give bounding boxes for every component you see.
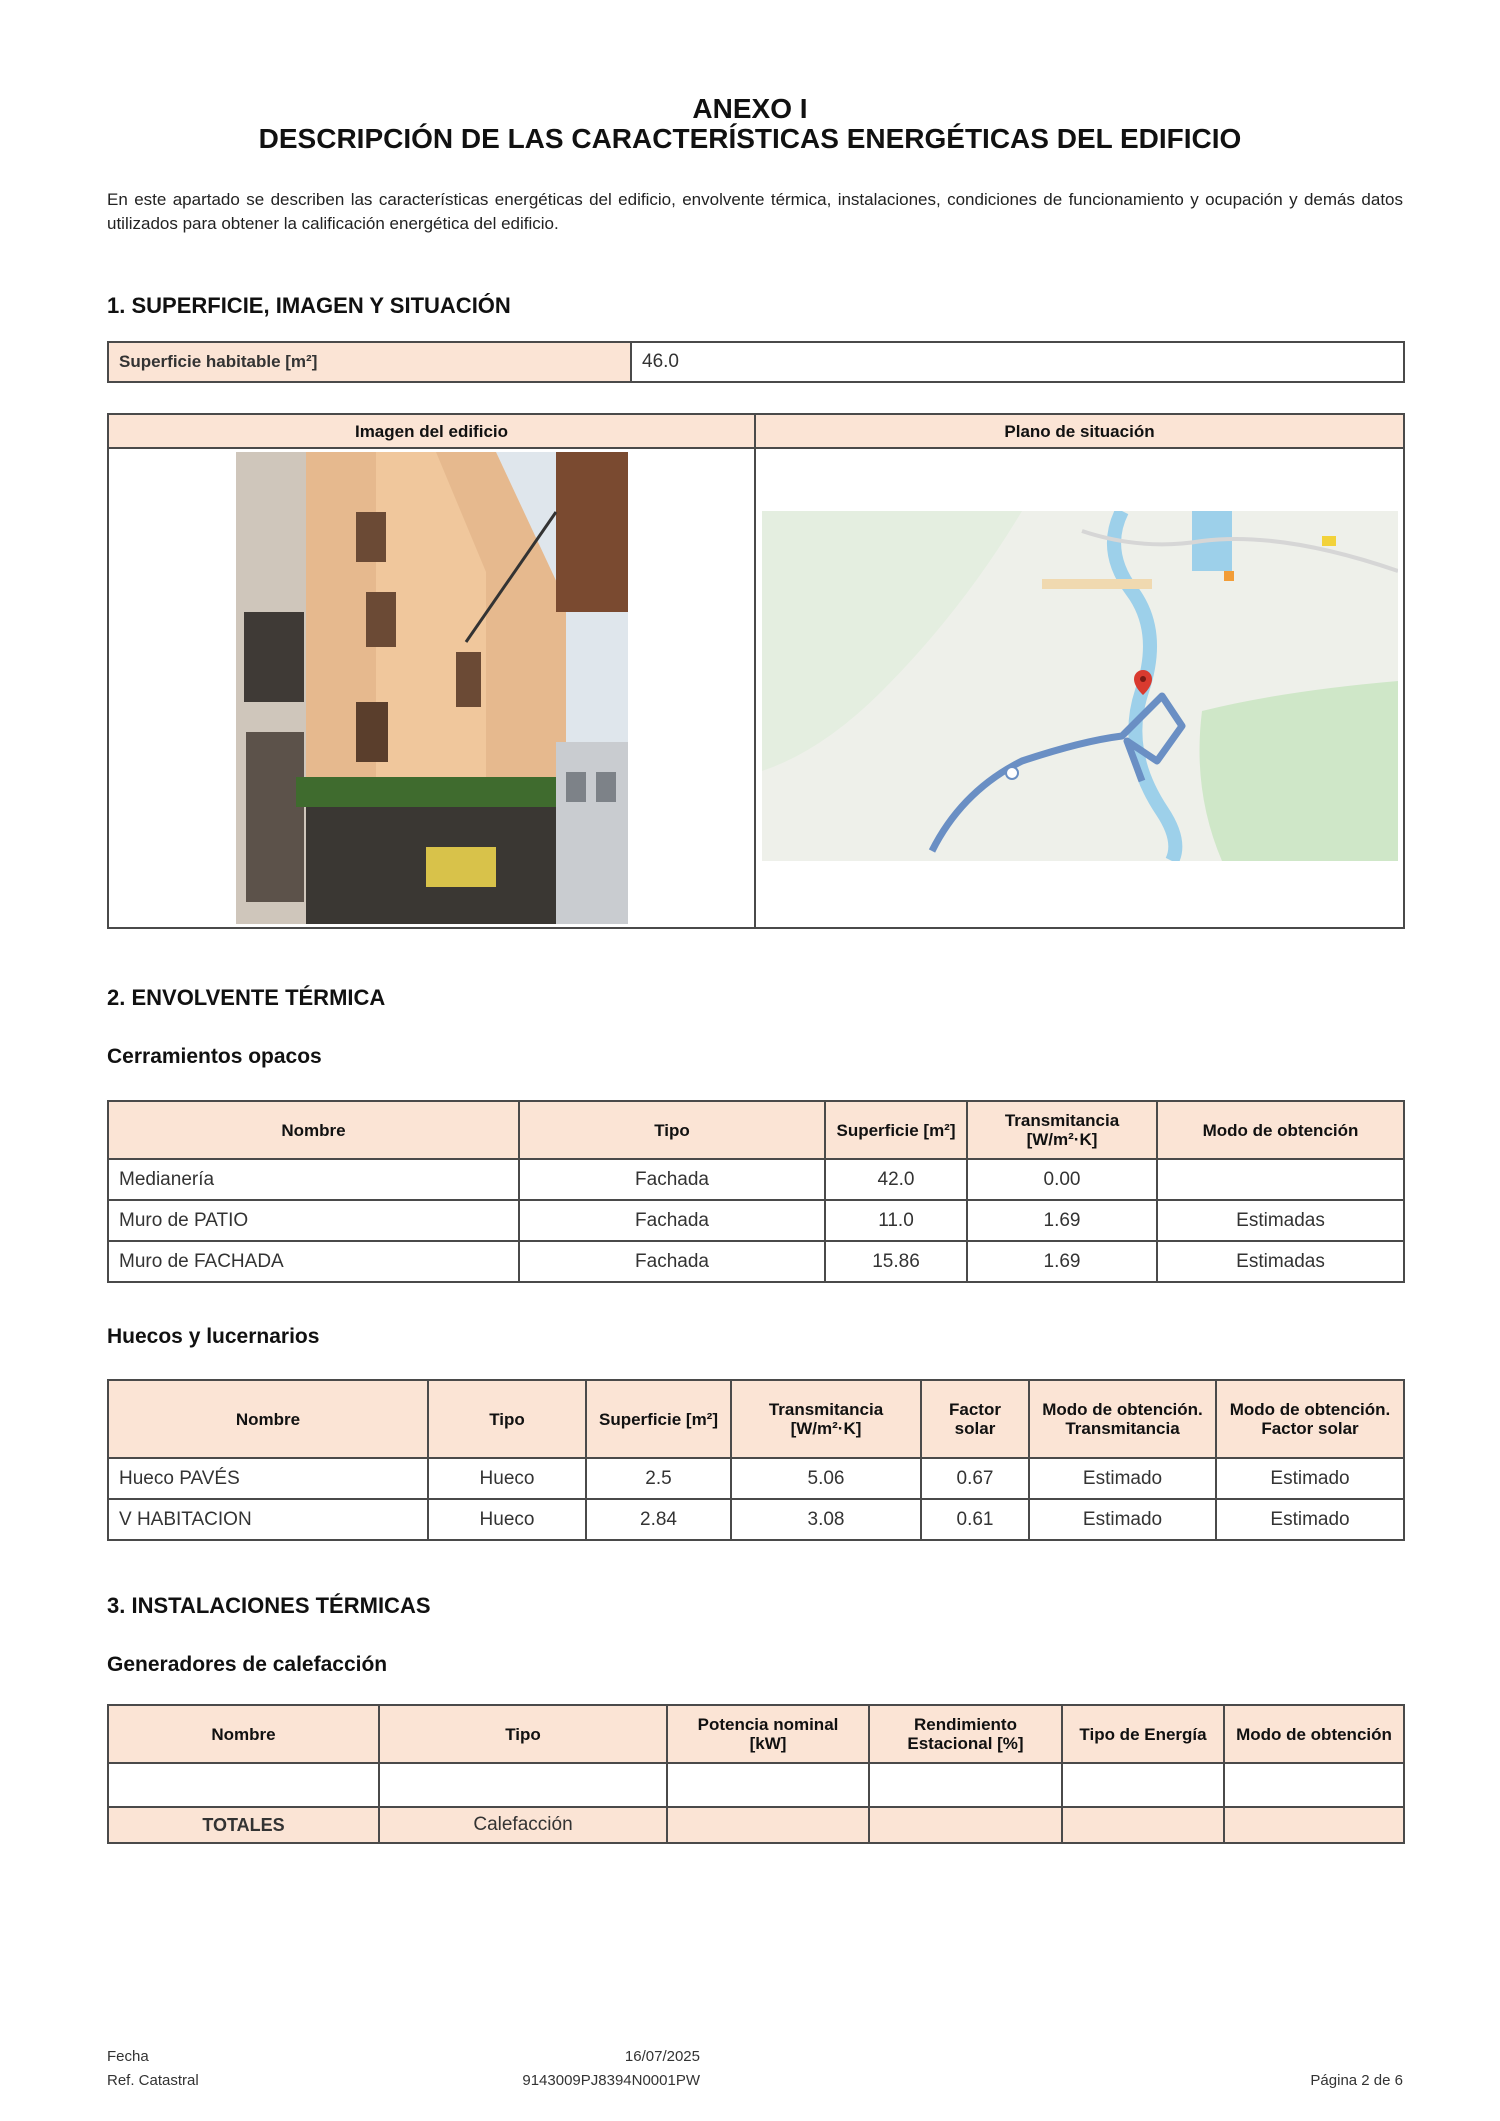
huecos-col-factor-solar: Factor solar [921, 1380, 1029, 1458]
totals-row [108, 1807, 1404, 1843]
huecos-col-modo-factor: Modo de obtención. Factor solar [1216, 1380, 1404, 1458]
huecos-col-modo-transmitancia: Modo de obtención. Transmitancia [1029, 1380, 1216, 1458]
totals-modo [1224, 1807, 1404, 1843]
intro-paragraph: En este apartado se describen las características energéticas del edificio, envolvente térmica, instalaciones, condiciones de funcionamiento y ocupación y demás datos utilizados para obtener la calificación energética del edificio. [107, 190, 1403, 233]
annex-subtitle: DESCRIPCIÓN DE LAS CARACTERÍSTICAS ENERGÉTICAS DEL EDIFICIO [258, 123, 1242, 154]
totals-rendimiento [869, 1807, 1062, 1843]
gen-col-nombre: Nombre [108, 1705, 379, 1763]
gen-col-modo: Modo de obtención [1224, 1705, 1404, 1763]
cell-modo [1157, 1159, 1404, 1200]
huecos-table [107, 1379, 1405, 1541]
cell-superficie: 2.84 [586, 1499, 731, 1540]
table-row [108, 1241, 1404, 1282]
annex-title: ANEXO I [692, 93, 808, 124]
cell-empty [1224, 1763, 1404, 1807]
cell-modo-factor: Estimado [1216, 1499, 1404, 1540]
location-map [762, 511, 1398, 861]
surface-label: Superficie habitable [m²] [108, 342, 631, 382]
cell-tipo: Hueco [428, 1499, 586, 1540]
huecos-col-nombre: Nombre [108, 1380, 428, 1458]
section-1-heading: 1. SUPERFICIE, IMAGEN Y SITUACIÓN [107, 293, 511, 318]
cell-transmitancia: 0.00 [967, 1159, 1157, 1200]
map-header: Plano de situación [755, 414, 1404, 448]
opacos-col-superficie: Superficie [m²] [825, 1101, 967, 1159]
cell-nombre: V HABITACION [108, 1499, 428, 1540]
cell-empty [108, 1763, 379, 1807]
huecos-col-transmitancia: Transmitancia [W/m²·K] [731, 1380, 921, 1458]
gen-col-rendimiento: Rendimiento Estacional [%] [869, 1705, 1062, 1763]
cell-modo: Estimadas [1157, 1241, 1404, 1282]
cell-nombre: Medianería [108, 1159, 519, 1200]
opacos-col-tipo: Tipo [519, 1101, 825, 1159]
footer-ref-label: Ref. Catastral [107, 2072, 199, 2089]
gen-col-tipo: Tipo [379, 1705, 667, 1763]
surface-table [107, 341, 1405, 383]
map-cell [755, 448, 1404, 928]
cell-superficie: 42.0 [825, 1159, 967, 1200]
cell-nombre: Hueco PAVÉS [108, 1458, 428, 1499]
opacos-col-modo: Modo de obtención [1157, 1101, 1404, 1159]
footer-fecha-value: 16/07/2025 [624, 2048, 700, 2065]
section-2-heading: 2. ENVOLVENTE TÉRMICA [107, 985, 386, 1010]
cell-transmitancia: 1.69 [967, 1200, 1157, 1241]
table-row [108, 1763, 1404, 1807]
cell-transmitancia: 3.08 [731, 1499, 921, 1540]
opacos-col-transmitancia: Transmitancia [W/m²·K] [967, 1101, 1157, 1159]
table-row [108, 1159, 1404, 1200]
table-row [108, 1499, 1404, 1540]
building-image-cell [108, 448, 755, 928]
cell-tipo: Fachada [519, 1159, 825, 1200]
totals-tipo: Calefacción [379, 1807, 667, 1843]
cell-modo-factor: Estimado [1216, 1458, 1404, 1499]
totals-label: TOTALES [108, 1807, 379, 1843]
gen-col-tipo-energia: Tipo de Energía [1062, 1705, 1224, 1763]
cell-tipo: Fachada [519, 1241, 825, 1282]
opacos-heading: Cerramientos opacos [107, 1045, 322, 1068]
cell-modo: Estimadas [1157, 1200, 1404, 1241]
cell-modo-transmitancia: Estimado [1029, 1499, 1216, 1540]
cell-transmitancia: 1.69 [967, 1241, 1157, 1282]
cell-empty [667, 1763, 869, 1807]
table-row [108, 1200, 1404, 1241]
opacos-col-nombre: Nombre [108, 1101, 519, 1159]
cell-tipo: Fachada [519, 1200, 825, 1241]
building-photo [236, 452, 628, 924]
cell-modo-transmitancia: Estimado [1029, 1458, 1216, 1499]
generadores-table [107, 1704, 1405, 1844]
cell-superficie: 2.5 [586, 1458, 731, 1499]
cell-factor-solar: 0.67 [921, 1458, 1029, 1499]
footer-fecha-label: Fecha [107, 2048, 149, 2065]
image-header: Imagen del edificio [108, 414, 755, 448]
opacos-table [107, 1100, 1405, 1283]
generadores-heading: Generadores de calefacción [107, 1653, 388, 1676]
cell-superficie: 11.0 [825, 1200, 967, 1241]
totals-tipo-energia [1062, 1807, 1224, 1843]
surface-value: 46.0 [631, 342, 1404, 382]
cell-transmitancia: 5.06 [731, 1458, 921, 1499]
totals-potencia [667, 1807, 869, 1843]
image-map-table [107, 413, 1405, 929]
section-3-heading: 3. INSTALACIONES TÉRMICAS [107, 1593, 431, 1618]
cell-nombre: Muro de PATIO [108, 1200, 519, 1241]
huecos-col-superficie: Superficie [m²] [586, 1380, 731, 1458]
table-row [108, 1458, 1404, 1499]
cell-empty [379, 1763, 667, 1807]
cell-empty [1062, 1763, 1224, 1807]
cell-superficie: 15.86 [825, 1241, 967, 1282]
cell-empty [869, 1763, 1062, 1807]
gen-col-potencia: Potencia nominal [kW] [667, 1705, 869, 1763]
huecos-heading: Huecos y lucernarios [107, 1325, 320, 1348]
footer-page-number: Página 2 de 6 [1310, 2072, 1403, 2089]
cell-factor-solar: 0.61 [921, 1499, 1029, 1540]
huecos-col-tipo: Tipo [428, 1380, 586, 1458]
cell-nombre: Muro de FACHADA [108, 1241, 519, 1282]
footer-ref-value: 9143009PJ8394N0001PW [522, 2072, 700, 2089]
cell-tipo: Hueco [428, 1458, 586, 1499]
